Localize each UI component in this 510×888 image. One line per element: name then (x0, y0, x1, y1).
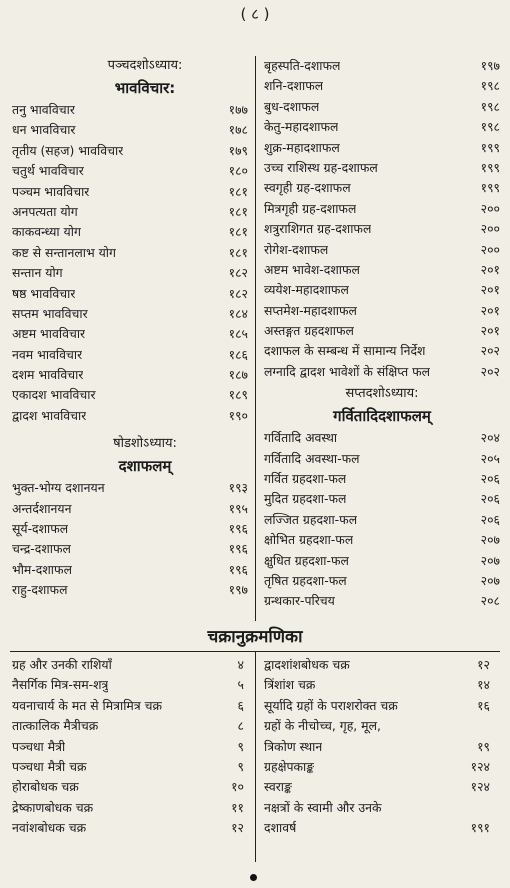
toc-entry-page: १८१ (228, 224, 248, 240)
toc-entry (264, 158, 500, 178)
toc-entry (264, 675, 500, 695)
toc-entry (264, 777, 500, 797)
toc-entry-page: २०० (480, 221, 500, 237)
toc-entry-page: ६ (237, 697, 244, 713)
toc-entry-page: १७९ (228, 142, 248, 158)
toc-entry (12, 757, 248, 777)
toc-entry-title: चतुर्थ भावविचार (12, 163, 84, 179)
toc-entry-page: २०१ (480, 302, 500, 318)
toc-entry-page: १९९ (480, 180, 500, 196)
toc-entry (12, 263, 248, 283)
toc-entry-title: अष्टम भावेश-दशाफल (264, 261, 360, 277)
toc-entry (264, 571, 500, 591)
toc-entry-page: १२ (477, 657, 490, 672)
toc-entry (264, 489, 500, 509)
toc-entry-title: तनु भावविचार (12, 102, 75, 117)
toc-entry (12, 100, 248, 120)
toc-entry-title: दशाफल के सम्बन्ध में सामान्य निर्देश (264, 343, 426, 359)
toc-entry-page: १७७ (228, 102, 248, 117)
toc-entry-page: १९९ (480, 159, 500, 175)
toc-entry-page: १८१ (228, 203, 248, 219)
toc-entry-page: २०२ (480, 343, 500, 359)
toc-entry-title: चन्द्र-दशाफल (12, 541, 71, 557)
toc-entry (12, 696, 248, 716)
toc-entry-page: १८५ (228, 326, 248, 342)
toc-entry-page: १७८ (228, 122, 248, 138)
toc-entry-title: तृषित ग्रहदशा-फल (264, 572, 347, 588)
toc-entry (12, 406, 248, 426)
toc-entry-title: अस्तङ्गत ग्रहदशाफल (264, 323, 354, 339)
toc-entry-title: मुदित ग्रहदशा-फल (264, 491, 347, 507)
toc-entry (12, 182, 248, 202)
toc-entry-page: २०१ (480, 323, 500, 339)
toc-entry-page: १९१ (470, 820, 490, 836)
toc-entry-page: २०५ (480, 450, 500, 466)
toc-entry-title: द्रेष्काणबोधक चक्र (12, 799, 94, 815)
toc-entry-page: ५ (237, 677, 244, 693)
toc-entry (264, 798, 500, 818)
toc-entry-page: १० (231, 779, 244, 795)
toc-entry-title: दशम भावविचार (12, 367, 84, 383)
toc-entry-page: १८९ (228, 387, 248, 403)
toc-entry (12, 798, 248, 818)
toc-entry (264, 199, 500, 219)
toc-entry-page: ४ (237, 657, 244, 672)
toc-entry (264, 469, 500, 489)
toc-entry-page: १८४ (228, 305, 248, 321)
toc-entry-page: २०६ (480, 491, 500, 507)
toc-entry-page: ११ (231, 799, 244, 815)
toc-entry-page: १८६ (228, 346, 248, 362)
toc-entry (264, 818, 500, 838)
toc-entry-title: नवम भावविचार (12, 346, 83, 362)
toc-entry (264, 362, 500, 382)
toc-entry (264, 280, 500, 300)
toc-entry-page: २०८ (480, 593, 500, 609)
toc-entry-page: १९७ (228, 582, 248, 598)
chapter15-heading: भावविचार: (114, 79, 176, 97)
chakra-section-heading: चक्रानुक्रमणिका (207, 627, 303, 647)
chapter16-continued-list (264, 56, 500, 382)
toc-entry-title: पञ्चम भावविचार (12, 183, 90, 199)
toc-entry-page: २०० (480, 200, 500, 216)
toc-entry-title: बुध-दशाफल (264, 98, 320, 114)
page-number: ( ८ ) (240, 5, 270, 23)
toc-entry (12, 202, 248, 222)
toc-entry (12, 120, 248, 140)
chapter15-list (12, 100, 248, 426)
toc-entry (12, 655, 248, 675)
toc-entry (12, 324, 248, 344)
toc-entry-title: ग्रह और उनकी राशियाँ (12, 657, 112, 672)
toc-entry-page: १९८ (480, 98, 500, 114)
right-column (264, 56, 500, 612)
toc-entry-page: १९७ (480, 58, 500, 73)
toc-entry-page: १९८ (480, 78, 500, 94)
toc-entry (264, 551, 500, 571)
column-divider (255, 56, 256, 621)
toc-entry-title: शत्रुराशिगत ग्रह-दशाफल (264, 221, 372, 237)
toc-entry (264, 56, 500, 76)
toc-entry-title: भुक्त-भोग्य दशानयन (12, 480, 105, 496)
toc-entry (264, 117, 500, 137)
toc-entry-title: ग्रन्थकार-परिचय (264, 593, 335, 609)
toc-entry-title: स्वराङ्क (264, 779, 292, 795)
toc-entry-title: लज्जित ग्रहदशा-फल (264, 511, 358, 527)
toc-entry-title: उच्च राशिस्थ ग्रह-दशाफल (264, 159, 378, 175)
toc-entry (12, 161, 248, 181)
toc-entry-title: सन्तान योग (12, 265, 63, 281)
toc-entry (264, 240, 500, 260)
toc-entry-title: पञ्चधा मैत्री (12, 738, 66, 754)
toc-entry-page: १९६ (228, 561, 248, 577)
toc-entry-title: द्वादश भावविचार (12, 407, 87, 423)
toc-entry-title: भौम-दशाफल (12, 561, 72, 577)
chapter17-heading: गर्वितादिदशाफलम् (333, 407, 431, 426)
toc-entry-title: सूर्य-दशाफल (12, 521, 69, 537)
toc-entry (264, 449, 500, 469)
toc-entry-title: तृतीय (सहज) भावविचार (12, 142, 124, 158)
toc-entry-page: २०६ (480, 511, 500, 527)
chapter15-title: पञ्चदशोऽध्याय: (107, 58, 183, 73)
toc-entry (12, 243, 248, 263)
toc-entry-page: १९८ (480, 119, 500, 135)
toc-entry-page: १९६ (228, 541, 248, 557)
toc-entry-title: शनि-दशाफल (264, 78, 324, 94)
toc-entry-page: २०७ (480, 532, 500, 548)
chapter16-list (12, 478, 248, 600)
toc-entry-title: सूर्यादि ग्रहों के पराशरोक्त चक्र (264, 697, 398, 713)
footer-bullet-icon (250, 874, 257, 881)
toc-entry-page: १२४ (470, 758, 490, 774)
toc-entry-page: ८ (237, 718, 244, 734)
toc-entry-page: १८० (228, 163, 248, 179)
toc-entry-title: नैसर्गिक मित्र-सम-शत्रु (12, 677, 109, 693)
toc-entry (264, 591, 500, 611)
toc-entry (12, 519, 248, 539)
chakra-right-list (264, 655, 500, 839)
toc-entry-title: ग्रहों के नीचोच्च, गृह, मूल, (264, 718, 381, 734)
toc-entry-page: १४ (477, 677, 490, 693)
toc-entry-page: १९ (477, 738, 490, 754)
toc-entry (12, 499, 248, 519)
toc-entry-title: दशावर्ष (264, 820, 297, 836)
toc-entry-page: १९३ (228, 480, 248, 496)
toc-entry-page: ९ (237, 758, 244, 774)
toc-entry (264, 696, 500, 716)
toc-entry (12, 284, 248, 304)
toc-entry-title: षष्ठ भावविचार (12, 285, 76, 301)
toc-entry-title: द्वादशांशबोधक चक्र (264, 657, 350, 672)
toc-entry (264, 428, 500, 448)
toc-entry (264, 716, 500, 736)
toc-entry-page: १८१ (228, 183, 248, 199)
chapter16-heading: दशाफलम् (118, 457, 172, 476)
toc-entry (12, 345, 248, 365)
toc-entry-title: यवनाचार्य के मत से मित्रामित्र चक्र (12, 697, 162, 713)
toc-entry-page: २०४ (480, 430, 500, 446)
toc-entry (12, 560, 248, 580)
toc-entry-page: २०७ (480, 552, 500, 568)
toc-entry-page: २०७ (480, 572, 500, 588)
toc-entry (12, 716, 248, 736)
toc-entry (264, 76, 500, 96)
toc-entry-title: शुक्र-महादशाफल (264, 139, 340, 155)
toc-entry-page: २०६ (480, 471, 500, 487)
toc-entry (264, 321, 500, 341)
toc-entry-title: राहु-दशाफल (12, 582, 68, 598)
toc-entry-title: सप्तमेश-महादशाफल (264, 302, 357, 318)
toc-entry-title: स्वगृही ग्रह-दशाफल (264, 180, 351, 196)
toc-entry-title: रोगेश-दशाफल (264, 241, 329, 257)
toc-entry-title: सप्तम भावविचार (12, 305, 88, 321)
toc-entry-title: त्रिंशांश चक्र (264, 677, 316, 693)
toc-entry (264, 97, 500, 117)
toc-entry (264, 178, 500, 198)
toc-entry-title: नवांशबोधक चक्र (12, 820, 87, 836)
toc-entry (12, 539, 248, 559)
toc-entry-page: १२ (231, 820, 244, 836)
toc-entry (12, 675, 248, 695)
toc-entry-title: गर्वितादि अवस्था-फल (264, 450, 360, 466)
toc-entry (12, 222, 248, 242)
toc-entry-title: अनपत्यता योग (12, 203, 78, 219)
toc-entry-title: क्षोभित ग्रहदशा-फल (264, 532, 354, 548)
chapter17-title: सप्तदशोऽध्याय: (345, 386, 419, 402)
toc-entry-page: २०१ (480, 282, 500, 298)
toc-entry-title: काकवन्ध्या योग (12, 224, 81, 240)
toc-entry (264, 138, 500, 158)
chakra-left-column (12, 655, 248, 839)
toc-entry-title: व्ययेश-महादशाफल (264, 282, 349, 298)
toc-entry-page: १२४ (470, 779, 490, 795)
toc-entry (12, 304, 248, 324)
toc-entry-page: १९९ (480, 139, 500, 155)
toc-entry (264, 737, 500, 757)
chapter17-list (264, 428, 500, 612)
toc-entry (264, 510, 500, 530)
toc-entry-page: १८२ (228, 285, 248, 301)
toc-entry-title: क्षुधित ग्रहदशा-फल (264, 552, 349, 568)
toc-entry (12, 737, 248, 757)
chapter16-title: षोडशोऽध्याय: (113, 436, 177, 452)
toc-entry-title: त्रिकोण स्थान (264, 738, 323, 754)
toc-entry (264, 655, 500, 675)
toc-entry (12, 818, 248, 838)
toc-entry-title: नक्षत्रों के स्वामी और उनके (264, 799, 382, 815)
toc-entry-title: ग्रहक्षेपकाङ्क (264, 758, 315, 774)
left-column (12, 56, 248, 601)
toc-entry-title: एकादश भावविचार (12, 387, 96, 403)
toc-entry (264, 530, 500, 550)
toc-entry-page: १८७ (228, 367, 248, 383)
toc-entry-page: १९६ (228, 521, 248, 537)
toc-entry (12, 777, 248, 797)
toc-entry (12, 365, 248, 385)
chakra-column-divider (255, 652, 256, 862)
toc-entry-page: ९ (237, 738, 244, 754)
chakra-right-column (264, 655, 500, 839)
toc-entry (12, 478, 248, 498)
toc-entry-title: मित्रगृही ग्रह-दशाफल (264, 200, 357, 216)
toc-entry-title: गर्वितादि अवस्था (264, 430, 338, 446)
toc-entry-title: लग्नादि द्वादश भावेशों के संक्षिप्त फल (264, 363, 431, 379)
toc-entry-page: १९५ (228, 500, 248, 516)
toc-entry-page: १९० (228, 407, 248, 423)
toc-entry (12, 385, 248, 405)
toc-entry-title: केतु-महादशाफल (264, 119, 339, 135)
toc-entry-title: अष्टम भावविचार (12, 326, 86, 342)
toc-entry (264, 301, 500, 321)
toc-entry-page: २०१ (480, 261, 500, 277)
toc-entry (12, 141, 248, 161)
toc-entry-page: २०२ (480, 363, 500, 379)
toc-entry (264, 219, 500, 239)
toc-entry-page: १६ (477, 697, 490, 713)
toc-entry-title: पञ्चधा मैत्री चक्र (12, 758, 87, 774)
toc-entry-title: तात्कालिक मैत्रीचक्र (12, 718, 99, 734)
toc-entry-page: १८२ (228, 265, 248, 281)
toc-entry (264, 341, 500, 361)
toc-entry-title: बृहस्पति-दशाफल (264, 58, 341, 73)
toc-entry-title: धन भावविचार (12, 122, 76, 138)
toc-entry-page: २०० (480, 241, 500, 257)
chakra-left-list (12, 655, 248, 839)
toc-entry (264, 757, 500, 777)
toc-entry-title: कष्ट से सन्तानलाभ योग (12, 244, 116, 260)
toc-entry-title: गर्वित ग्रहदशा-फल (264, 471, 347, 487)
toc-entry-title: होराबोधक चक्र (12, 779, 79, 795)
toc-entry-page: १८१ (228, 244, 248, 260)
toc-entry (264, 260, 500, 280)
toc-entry-title: अन्तर्दशानयन (12, 500, 72, 516)
toc-entry (12, 580, 248, 600)
